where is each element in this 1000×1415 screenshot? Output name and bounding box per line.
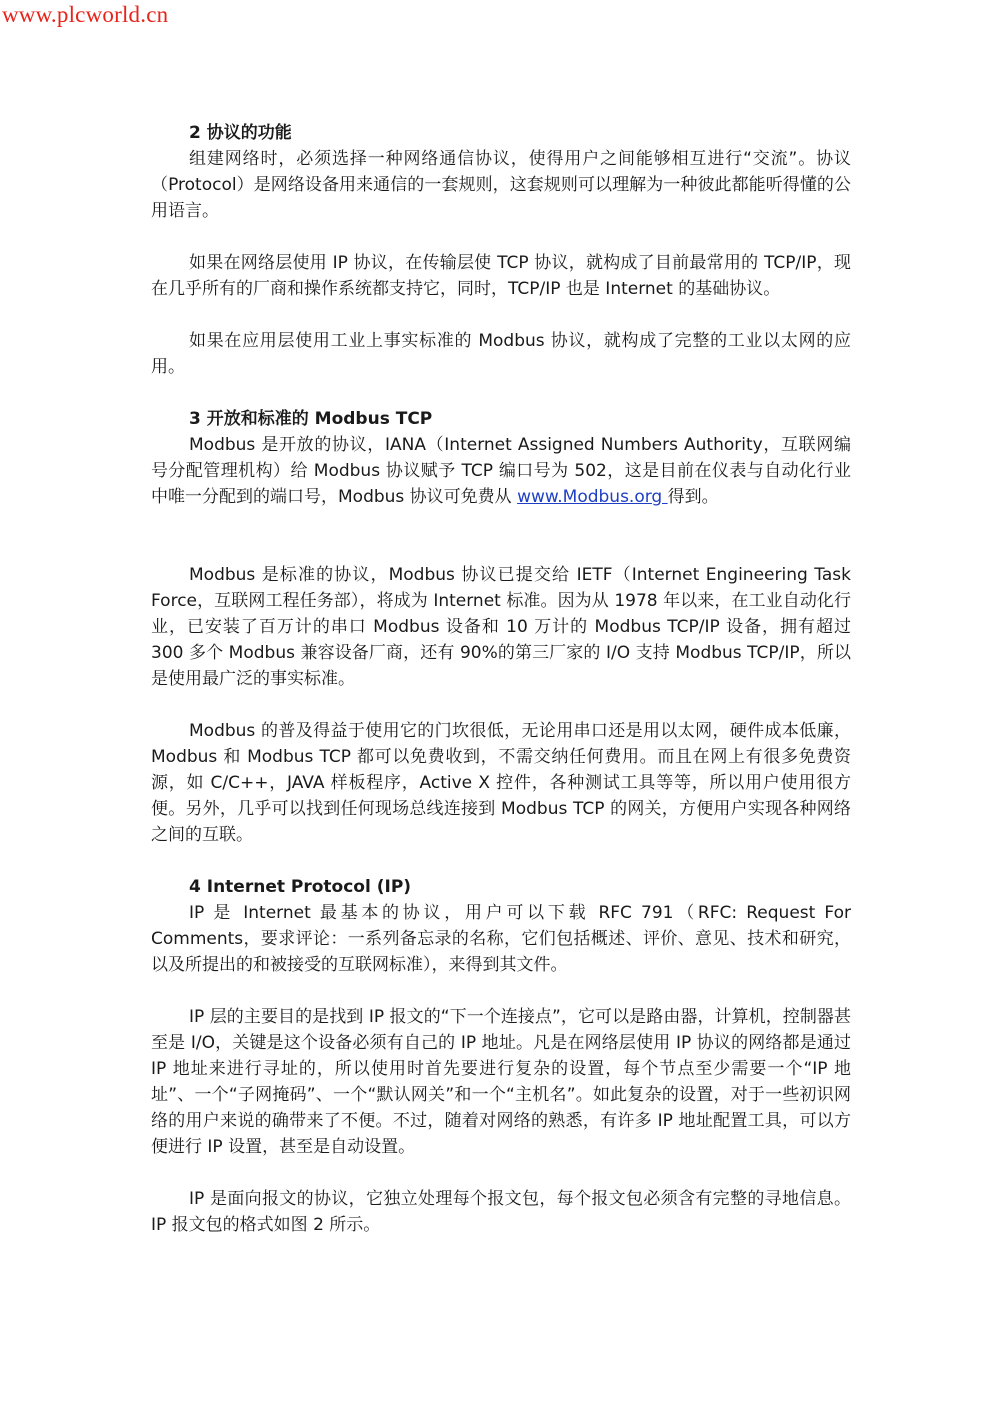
paragraph-text: 得到。 [667, 487, 719, 507]
watermark: www.plcworld.cn [2, 2, 169, 27]
section-heading: 3 开放和标准的 Modbus TCP [189, 409, 433, 429]
section-heading: 2 协议的功能 [189, 123, 292, 143]
section-heading: 4 Internet Protocol (IP) [189, 877, 412, 897]
paragraph: Modbus 是标准的协议，Modbus 协议已提交给 IETF（Internet Engineering Task Force，互联网工程任务部），将成为 Internet 标准。因为从 1978 年以来，在工业自动化行业，已安装了百万计的串口 Modbus 设备和 10 万计的 Modbus TCP/IP 设备，拥有超过 300 多个 Modbus 兼容设备厂商，还有 90%的第三厂家的 I/O 支持 Modbus TCP/IP，所以是使用最广泛的事实标准。 [151, 565, 851, 689]
paragraph: IP 是 Internet 最基本的协议，用户可以下载 RFC 791（RFC: Request For Comments，要求评论：一系列备忘录的名称，它们包括概述、评价、意见、技术和研究，以及所提出的和被接受的互联网标准），来得到其文件。 [151, 903, 851, 975]
paragraph: Modbus 的普及得益于使用它的门坎很低，无论用串口还是用以太网，硬件成本低廉，Modbus 和 Modbus TCP 都可以免费收到，不需交纳任何费用。而且在网上有很多免费资源，如 C/C++，JAVA 样板程序，Active X 控件，各种测试工具等等，所以用户使用很方便。另外，几乎可以找到任何现场总线连接到 Modbus TCP 的网关，方便用户实现各种网络之间的互联。 [151, 721, 851, 845]
paragraph: IP 是面向报文的协议，它独立处理每个报文包，每个报文包必须含有完整的寻地信息。IP 报文包的格式如图 2 所示。 [151, 1189, 851, 1235]
paragraph [151, 432, 851, 510]
section-protocol-function [151, 120, 851, 380]
paragraph: 如果在应用层使用工业上事实标准的 Modbus 协议，就构成了完整的工业以太网的应用。 [151, 331, 851, 377]
paragraph: IP 层的主要目的是找到 IP 报文的“下一个连接点”，它可以是路由器，计算机，控制器甚至是 I/O，关键是这个设备必须有自己的 IP 地址。凡是在网络层使用 IP 协议的网络都是通过 IP 地址来进行寻址的，所以使用时首先要进行复杂的设置，每个节点至少需要一个“IP 地址”、一个“子网掩码”、一个“默认网关”和一个“主机名”。如此复杂的设置，对于一些初识网络的用户来说的确带来了不便。不过，随着对网络的熟悉，有许多 IP 地址配置工具，可以方便进行 IP 设置，甚至是自动设置。 [151, 1007, 851, 1157]
paragraph-text: Modbus 是开放的协议，IANA（Internet Assigned Numbers Authority，互联网编号分配管理机构）给 Modbus 协议赋予 TCP 编口号为 502，这是目前在仪表与自动化行业中唯一分配到的端口号，Modbus 协议可免费从 [151, 435, 851, 507]
paragraph: 组建网络时，必须选择一种网络通信协议，使得用户之间能够相互进行“交流”。协议（Protocol）是网络设备用来通信的一套规则，这套规则可以理解为一种彼此都能听得懂的公用语言。 [151, 149, 851, 221]
modbus-org-link[interactable]: www.Modbus.org [517, 487, 668, 507]
document-body [151, 120, 851, 1238]
section-modbus-tcp [151, 406, 851, 848]
paragraph: 如果在网络层使用 IP 协议，在传输层使 TCP 协议，就构成了目前最常用的 TCP/IP，现在几乎所有的厂商和操作系统都支持它，同时，TCP/IP 也是 Internet 的基础协议。 [151, 253, 851, 299]
section-internet-protocol [151, 874, 851, 1238]
